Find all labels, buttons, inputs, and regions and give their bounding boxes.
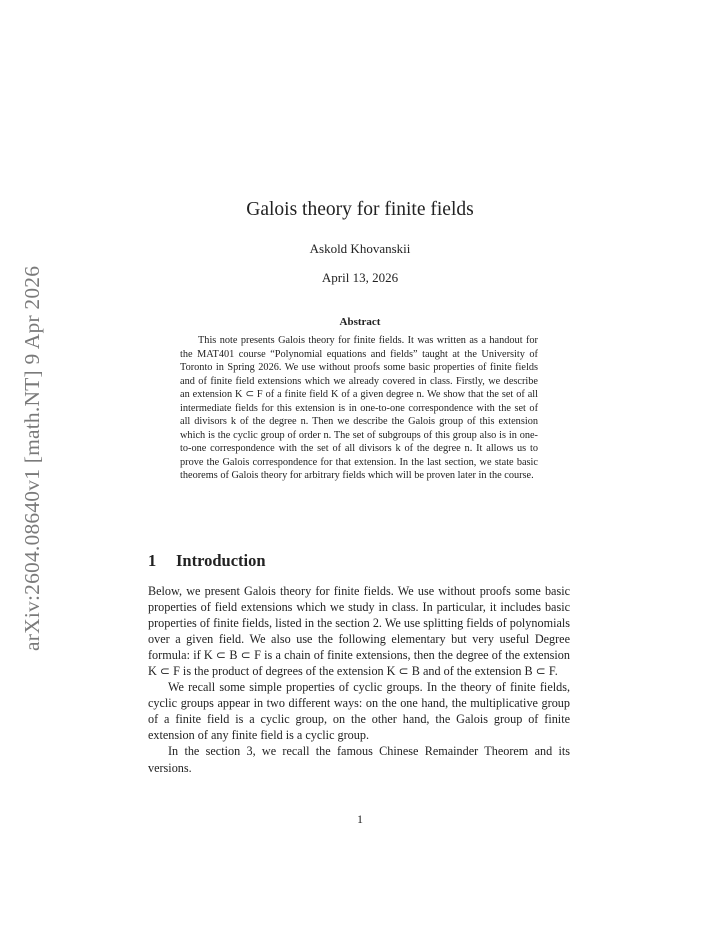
arxiv-identifier-stamp: arXiv:2604.08640v1 [math.NT] 9 Apr 2026 bbox=[20, 265, 44, 651]
paragraph: Below, we present Galois theory for finite fields. We use without proofs some basic properties of field extensions which we study in class. In particular, it includes basic properties of finite fields, listed in the section 2. We use splitting fields of polynomials over a given field. We also use the following elementary but very useful Degree formula: if K ⊂ B ⊂ F is a chain of finite extensions, then the degree of the extension K ⊂ F is the product of degrees of the extension K ⊂ B and of the extension B ⊂ F. bbox=[148, 584, 570, 679]
section-heading bbox=[148, 551, 266, 571]
section-body bbox=[148, 583, 570, 776]
paragraph: We recall some simple properties of cyclic groups. In the theory of finite fields, cyclic groups appear in two different ways: on the one hand, the multiplicative group of a finite field is a cyclic group, on the other hand, the Galois group of finite extension of any finite field is a cyclic group. bbox=[148, 680, 570, 743]
paragraph: In the section 3, we recall the famous Chinese Remainder Theorem and its versions. bbox=[148, 744, 570, 775]
abstract-text: This note presents Galois theory for finite fields. It was written as a handout for the MAT401 course “Polynomial equations and fields” taught at the University of Toronto in Spring 2026. We use without proofs some basic properties of finite fields and of finite field extensions which we already covered in class. Firstly, we describe an extension K ⊂ F of a finite field K of a given degree n. We show that the set of all intermediate fields for this extension is in one-to-one correspondence with the set of all divisors k of the degree n. Then we describe the Galois group of this extension which is the cyclic group of order n. The set of subgroups of this group also is in one-to-one correspondence with the set of all divisors k of the degree n. It allows us to prove the Galois correspondence for that extension. In the last section, we state basic theorems of Galois theory for arbitrary fields which will be proven later in the course. bbox=[180, 335, 538, 482]
section-title: Introduction bbox=[176, 551, 266, 570]
publication-date: April 13, 2026 bbox=[321, 270, 399, 285]
author-name: Askold Khovanskii bbox=[309, 241, 411, 256]
abstract-heading: Abstract bbox=[339, 316, 381, 328]
section-number: 1 bbox=[148, 551, 157, 570]
paper-title: Galois theory for finite fields bbox=[246, 199, 474, 220]
page-number: 1 bbox=[357, 812, 363, 826]
